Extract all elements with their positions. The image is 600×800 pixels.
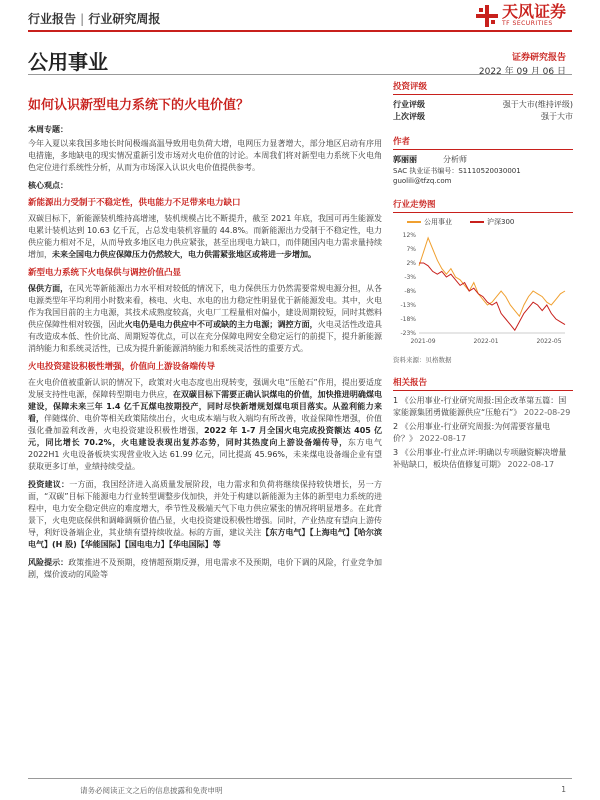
- point2-heading: 新型电力系统下火电保供与调控价值凸显: [28, 268, 182, 278]
- logo-mark-icon: [476, 5, 498, 27]
- sidebar: [393, 80, 573, 473]
- prev-rating-label: 上次评级: [393, 112, 425, 121]
- related-report-date: 2022-08-17: [419, 434, 467, 443]
- brand-logo: [476, 4, 566, 27]
- related-report-date: 2022-08-17: [507, 460, 555, 469]
- prev-rating-value: 强于大市: [541, 112, 573, 121]
- trend-chart: [393, 229, 573, 349]
- y-tick-label: -18%: [400, 316, 416, 323]
- author-name: 郭丽丽: [393, 155, 417, 164]
- report-header: 行业报告 | 行业研究周报: [28, 12, 161, 26]
- legend-item-hs300: 沪深300: [470, 217, 514, 227]
- page-number: 1: [561, 785, 566, 794]
- chart-source: 资料来源：贝格数据: [393, 356, 452, 364]
- risk-paragraph: 风险提示：政策推进不及预期，疫情超预期反弹，用电需求不及预期，电价下调的风险，行业竞争加剧，煤价波动的风险等: [28, 558, 382, 579]
- author-cert: SAC 执业证书编号：S1110520030001: [393, 167, 521, 175]
- report-title: 如何认识新型电力系统下的火电价值？: [28, 98, 250, 113]
- point1-heading: 新能源出力受制于不稳定性，供电能力不足带来电力缺口: [28, 198, 241, 208]
- y-tick-label: 12%: [402, 232, 416, 239]
- industry-title: 公用事业: [28, 50, 108, 74]
- footer-rule: [28, 778, 572, 779]
- related-report-item[interactable]: [393, 395, 573, 419]
- logo-subtitle: TF SECURITIES: [501, 20, 553, 27]
- y-tick-label: 2%: [406, 260, 416, 267]
- author-email[interactable]: guolili@tfzq.com: [393, 177, 452, 185]
- header-category: 行业报告: [28, 12, 77, 26]
- point2-paragraph: 保供方面，在风光等新能源出力水平相对较低的情况下，电力保供压力仍然需要常规电源分担，从各电源类型年平均利用小时数来看，核电、火电、水电的出力稳定性明显优于新能源发电。其中，火电作为我国目前的主力电源，其技术成熟度较高，火电厂工程量相对偏小，建设周期较短，同时其燃料供应保障性相对较强，因此火电仍是电力供应中不可或缺的主力电源；调控方面，火电灵活性改造具有改造成本低、性价比高、周期短等优点，可以在充分保障电网安全稳定运行的前提下，提升新能源消纳能力和系统灵活性，已成为提升新能源消纳能力和系统灵活性的重要方式。: [28, 284, 383, 353]
- related-report-title: 3 《公用事业-行业点评:明确以专项融资解决增量补贴缺口，板块估值修复可期》: [393, 448, 567, 469]
- related-heading: 相关报告: [393, 376, 573, 391]
- related-report-title: 1 《公用事业-行业研究周报:国企改革第五篇：国家能源集团勇做能源供应“压舱石”》: [393, 396, 567, 417]
- y-tick-label: -23%: [400, 330, 416, 337]
- x-tick-label: 2021-09: [410, 338, 436, 345]
- core-heading: 核心观点：: [28, 181, 68, 190]
- chart-legend: [407, 217, 573, 227]
- point1-paragraph: 双碳目标下，新能源装机维持高增速，装机规模占比不断提升，截至 2021 年底，我国可再生能源发电累计装机达到 10.63 亿千瓦，占总发电装机容量的 44.8%。而新能源出力受制于不稳定性，电力供应能力相对不足，从而导致多地区电力供应紧张，甚至出现电力缺口，而伴随国内电力需求量持续增加，未来全国电力供应保障压力仍然较大，电力供需紧张地区或将进一步增加。: [28, 214, 382, 259]
- investment-paragraph: 投资建议：一方面，我国经济进入高质量发展阶段，电力需求和负荷将继续保持较快增长，另一方面，“双碳”目标下能源电力行业转型调整步伐加快，并处于构建以新能源为主体的新型电力系统的进程中，电力安全稳定供应的难度增大，季节性及极端天气下电力供应紧张的情况将明显增多。在此背景下，火电兜底保供和调峰调频价值凸显，火电投资建设积极性增强。同时，产业热度有望向上游传导，利好设备端企业，其业绩有望持续收益。标的方面，建议关注【东方电气】【上海电气】【哈尔滨电气】(H 股)【华能国际】【国电电力】【华电国际】等: [28, 480, 383, 549]
- point3-paragraph: 在火电价值被重新认识的情况下，政策对火电态度也出现转变，强调火电“压舱石”作用，提出要适度发展支持性电源，保障转型期电力供应，在双碳目标下需要正确认识煤电的价值，加快推进明确煤电建设，保障未来三年 1.4 亿千瓦煤电按期投产，同时尽快新增规划煤电项目落实。从盈利能力来看，伴随煤价、电价等相关政策陆续出台，火电成本端与收入端均有所改善，收益保障性增强，价值强化叠加盈利改善，火电投资建设积极性增强，2022 年 1-7 月全国火电完成投资额达 405 亿元，同比增长 70.2%，火电建设表现出复苏态势，同时其热度向上游设备端传导，东方电气 2022H1 火电设备板块实现营业收入达 61.99 亿元，同比提高 45.96%，未来煤电设备端企业有望获取更多订单，业绩持续受益。: [28, 378, 383, 471]
- x-tick-label: 2022-05: [536, 338, 562, 345]
- report-type: 证券研究报告: [511, 53, 566, 63]
- rating-heading: 投资评级: [393, 80, 573, 95]
- related-report-title: 2 《公用事业-行业研究周报:为何需要容量电价？》: [393, 422, 551, 443]
- related-list: [393, 395, 573, 471]
- x-tick-label: 2022-01: [473, 338, 499, 345]
- header-rule: [28, 30, 572, 32]
- y-tick-label: -13%: [400, 302, 416, 309]
- rating-label: 行业评级: [393, 100, 425, 109]
- point3-heading: 火电投资建设积极性增强，价值向上游设备端传导: [28, 362, 216, 372]
- y-tick-label: 7%: [406, 246, 416, 253]
- related-report-item[interactable]: [393, 421, 573, 445]
- author-role: 分析师: [443, 155, 467, 164]
- report-date: 2022 年 09 月 06 日: [478, 67, 566, 77]
- focus-paragraph: 今年入夏以来我国多地长时间极端高温导致用电负荷大增，电网压力显著增大，部分地区启动有序用电措施，多地缺电的现实情况重新引发市场对火电价值的讨论。本周我们将对新型电力系统下火电角色定位进行系统性分析，从而为市场深入认识火电价值提供参考。: [28, 139, 382, 172]
- main-body: [28, 124, 382, 587]
- series-line-hs300: [419, 263, 565, 330]
- related-report-item[interactable]: [393, 447, 573, 471]
- y-tick-label: -8%: [404, 288, 416, 295]
- y-tick-label: -3%: [404, 274, 416, 281]
- related-report-date: 2022-08-29: [523, 408, 571, 417]
- legend-item-utilities: 公用事业: [407, 217, 452, 227]
- trend-heading: 行业走势图: [393, 198, 573, 213]
- title-rule: [28, 74, 572, 75]
- logo-name: 天风证券: [501, 2, 566, 21]
- header-subcategory: 行业研究周报: [88, 12, 161, 26]
- author-heading: 作者: [393, 135, 573, 150]
- focus-heading: 本周专题：: [28, 125, 68, 134]
- rating-value: 强于大市(维持评级): [502, 100, 573, 109]
- footer-note: 请务必阅读正文之后的信息披露和免责申明: [80, 786, 223, 795]
